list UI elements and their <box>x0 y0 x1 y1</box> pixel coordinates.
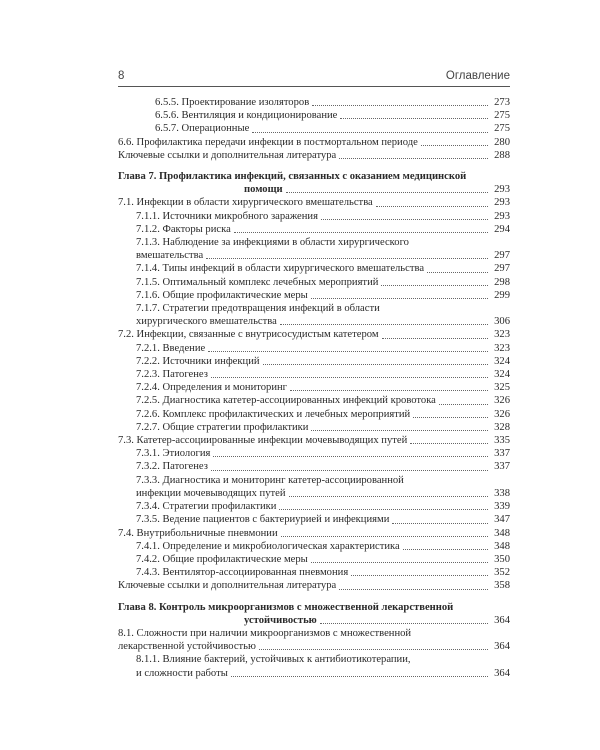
toc-entry[interactable] <box>118 109 510 122</box>
toc-entry-title: 7.4.1. Определение и микробиологическая характеристика <box>136 540 400 552</box>
dot-leader <box>211 469 488 471</box>
dot-leader <box>392 522 488 524</box>
toc-page-number: 299 <box>494 289 510 301</box>
dot-leader <box>280 323 488 325</box>
toc-entry[interactable] <box>118 302 510 328</box>
dot-leader <box>376 205 488 207</box>
toc-entry[interactable] <box>118 289 510 302</box>
toc-page-number: 364 <box>494 667 510 679</box>
toc-entry-title: 7.4.3. Вентилятор-ассоциированная пневмония <box>136 567 349 579</box>
dot-leader <box>439 403 488 405</box>
toc-page-number: 326 <box>494 408 510 420</box>
toc-page-number: 294 <box>494 223 510 235</box>
toc-entry[interactable] <box>118 460 510 473</box>
toc-entry-title: 7.2.7. Общие стратегии профилактики <box>136 421 309 433</box>
toc-entry[interactable] <box>118 474 510 500</box>
toc-entry-title: 7.4.2. Общие профилактические меры <box>136 553 308 565</box>
toc-entry-title: 7.4. Внутрибольничные пневмонии <box>118 527 278 539</box>
dot-leader <box>413 416 488 418</box>
toc-entry-title: Глава 8. Контроль микроорганизмов с множественной лекарственной <box>118 601 454 613</box>
toc-entry[interactable] <box>118 566 510 579</box>
toc-entry-title: и сложности работы <box>136 667 228 679</box>
toc-entry-title: устойчивостью <box>244 614 317 626</box>
toc-entry[interactable] <box>118 408 510 421</box>
toc-page-number: 273 <box>494 97 510 108</box>
toc-entry[interactable] <box>118 527 510 540</box>
dot-leader <box>213 455 488 457</box>
toc-gap <box>118 593 510 601</box>
toc-page-number: 337 <box>494 448 510 460</box>
toc-page-number: 297 <box>494 250 510 262</box>
page-number: 8 <box>118 70 125 82</box>
toc-entry-title: 7.3.4. Стратегии профилактики <box>136 501 277 513</box>
toc-page-number: 324 <box>494 355 510 367</box>
toc-entry-title: Глава 7. Профилактика инфекций, связанных с оказанием медицинской <box>118 171 467 183</box>
dot-leader <box>311 297 488 299</box>
toc-page-number: 348 <box>494 527 510 539</box>
toc-page-number: 328 <box>494 421 510 433</box>
table-of-contents <box>118 96 510 680</box>
toc-entry[interactable] <box>118 136 510 149</box>
toc-page-number: 280 <box>494 136 510 148</box>
toc-page-number: 297 <box>494 263 510 275</box>
toc-gap <box>118 162 510 170</box>
dot-leader <box>281 535 488 537</box>
toc-entry[interactable] <box>118 276 510 289</box>
toc-entry-title: 7.1.7. Стратегии предотвращения инфекций в области <box>136 303 380 315</box>
toc-entry[interactable] <box>118 368 510 381</box>
toc-entry-title: 7.1.2. Факторы риска <box>136 223 231 235</box>
toc-entry[interactable] <box>118 236 510 262</box>
toc-chapter-entry[interactable] <box>118 601 510 627</box>
toc-page-number: 364 <box>494 641 510 653</box>
toc-entry-title: 7.2.6. Комплекс профилактических и лечебных мероприятий <box>136 408 411 420</box>
dot-leader <box>340 117 488 119</box>
toc-entry-title: помощи <box>244 184 283 196</box>
toc-entry[interactable] <box>118 579 510 592</box>
toc-entry[interactable] <box>118 540 510 553</box>
toc-page-number: 326 <box>494 395 510 407</box>
dot-leader <box>351 574 488 576</box>
toc-entry[interactable] <box>118 328 510 341</box>
toc-entry-title: лекарственной устойчивостью <box>118 641 256 653</box>
toc-entry[interactable] <box>118 513 510 526</box>
dot-leader <box>252 131 488 133</box>
toc-entry[interactable] <box>118 381 510 394</box>
dot-leader <box>279 508 488 510</box>
toc-entry-title: 7.2.3. Патогенез <box>136 369 208 381</box>
toc-entry-title: 7.3.5. Ведение пациентов с бактериурией и инфекциями <box>136 514 390 526</box>
toc-entry[interactable] <box>118 355 510 368</box>
dot-leader <box>286 191 488 193</box>
toc-page-number: 288 <box>494 149 510 161</box>
toc-entry[interactable] <box>118 210 510 223</box>
toc-entry[interactable] <box>118 262 510 275</box>
toc-entry[interactable] <box>118 122 510 135</box>
toc-page-number: 350 <box>494 553 510 565</box>
dot-leader <box>320 622 488 624</box>
toc-entry[interactable] <box>118 394 510 407</box>
toc-page-number: 323 <box>494 329 510 341</box>
dot-leader <box>311 561 488 563</box>
toc-entry-title: 7.1.3. Наблюдение за инфекциями в области хирургического <box>136 237 409 249</box>
toc-page-number: 298 <box>494 276 510 288</box>
toc-entry[interactable] <box>118 342 510 355</box>
toc-page-number: 324 <box>494 369 510 381</box>
dot-leader <box>427 271 488 273</box>
toc-chapter-entry[interactable] <box>118 170 510 196</box>
dot-leader <box>234 231 488 233</box>
toc-page-number: 325 <box>494 382 510 394</box>
toc-entry-title: 7.1.4. Типы инфекций в области хирургического вмешательства <box>136 263 425 275</box>
toc-entry[interactable] <box>118 447 510 460</box>
toc-page-number: 364 <box>494 614 510 626</box>
toc-page-number: 338 <box>494 487 510 499</box>
header-rule <box>118 86 510 87</box>
dot-leader <box>208 350 488 352</box>
toc-page-number: 293 <box>494 197 510 209</box>
toc-page-number: 293 <box>494 210 510 222</box>
dot-leader <box>421 144 488 146</box>
toc-entry[interactable] <box>118 96 510 109</box>
toc-page-number: 339 <box>494 501 510 513</box>
toc-entry-title: 7.1. Инфекции в области хирургического вмешательства <box>118 197 373 209</box>
toc-page-number: 275 <box>494 110 510 122</box>
toc-page-number: 348 <box>494 540 510 552</box>
toc-entry-title: 7.2. Инфекции, связанные с внутрисосудистым катетером <box>118 329 379 341</box>
dot-leader <box>339 588 488 590</box>
dot-leader <box>206 257 488 259</box>
dot-leader <box>312 104 488 106</box>
toc-entry-title: 6.5.7. Операционные <box>155 123 250 135</box>
toc-page-number: 293 <box>494 184 510 196</box>
toc-page-number: 337 <box>494 461 510 473</box>
toc-entry-title: 6.5.5. Проектирование изоляторов <box>155 97 310 108</box>
dot-leader <box>321 218 488 220</box>
toc-entry[interactable] <box>118 421 510 434</box>
toc-entry-title: 7.3.1. Этиология <box>136 448 211 460</box>
toc-page-number: 323 <box>494 342 510 354</box>
section-title: Оглавление <box>445 70 510 82</box>
toc-entry-title: 7.3. Катетер-ассоциированные инфекции мочевыводящих путей <box>118 435 408 447</box>
running-header <box>118 70 510 82</box>
toc-entry[interactable] <box>118 653 510 679</box>
toc-entry-title: 7.3.2. Патогенез <box>136 461 208 473</box>
toc-entry-title: 7.1.5. Оптимальный комплекс лечебных мероприятий <box>136 276 379 288</box>
toc-entry-title: вмешательства <box>136 250 204 262</box>
toc-page-number: 358 <box>494 580 510 592</box>
toc-entry-title: хирургического вмешательства <box>136 316 277 328</box>
toc-entry-title: инфекции мочевыводящих путей <box>136 487 286 499</box>
dot-leader <box>410 442 488 444</box>
toc-entry-title: 7.1.1. Источники микробного заражения <box>136 210 318 222</box>
toc-entry[interactable] <box>118 149 510 162</box>
toc-entry-title: Ключевые ссылки и дополнительная литература <box>118 580 337 592</box>
dot-leader <box>211 376 488 378</box>
toc-entry[interactable] <box>118 627 510 653</box>
toc-page-number: 306 <box>494 316 510 328</box>
toc-entry-title: 8.1. Сложности при наличии микроорганизмов с множественной <box>118 627 412 639</box>
toc-entry-title: Ключевые ссылки и дополнительная литература <box>118 149 337 161</box>
toc-entry[interactable] <box>118 500 510 513</box>
toc-entry[interactable] <box>118 434 510 447</box>
dot-leader <box>263 363 488 365</box>
toc-entry-title: 7.2.1. Введение <box>136 342 206 354</box>
toc-entry-title: 6.5.6. Вентиляция и кондиционирование <box>155 110 338 122</box>
dot-leader <box>381 284 488 286</box>
toc-entry-title: 6.6. Профилактика передачи инфекции в постмортальном периоде <box>118 136 418 148</box>
dot-leader <box>403 548 488 550</box>
toc-page-number: 347 <box>494 514 510 526</box>
toc-entry-title: 7.2.4. Определения и мониторинг <box>136 382 288 394</box>
toc-entry-title: 7.2.2. Источники инфекций <box>136 355 260 367</box>
dot-leader <box>231 675 488 677</box>
toc-page-number: 275 <box>494 123 510 135</box>
dot-leader <box>382 337 488 339</box>
toc-entry[interactable] <box>118 223 510 236</box>
toc-entry-title: 8.1.1. Влияние бактерий, устойчивых к антибиотикотерапии, <box>136 654 411 666</box>
toc-page-number: 335 <box>494 435 510 447</box>
dot-leader <box>259 648 488 650</box>
toc-entry-title: 7.2.5. Диагностика катетер-ассоциированных инфекций кровотока <box>136 395 436 407</box>
dot-leader <box>289 495 488 497</box>
toc-entry[interactable] <box>118 553 510 566</box>
toc-entry-title: 7.3.3. Диагностика и мониторинг катетер-ассоциированной <box>136 474 404 486</box>
dot-leader <box>339 157 488 159</box>
toc-entry[interactable] <box>118 196 510 209</box>
dot-leader <box>311 429 488 431</box>
dot-leader <box>290 389 488 391</box>
toc-entry-title: 7.1.6. Общие профилактические меры <box>136 289 308 301</box>
toc-page-number: 352 <box>494 567 510 579</box>
